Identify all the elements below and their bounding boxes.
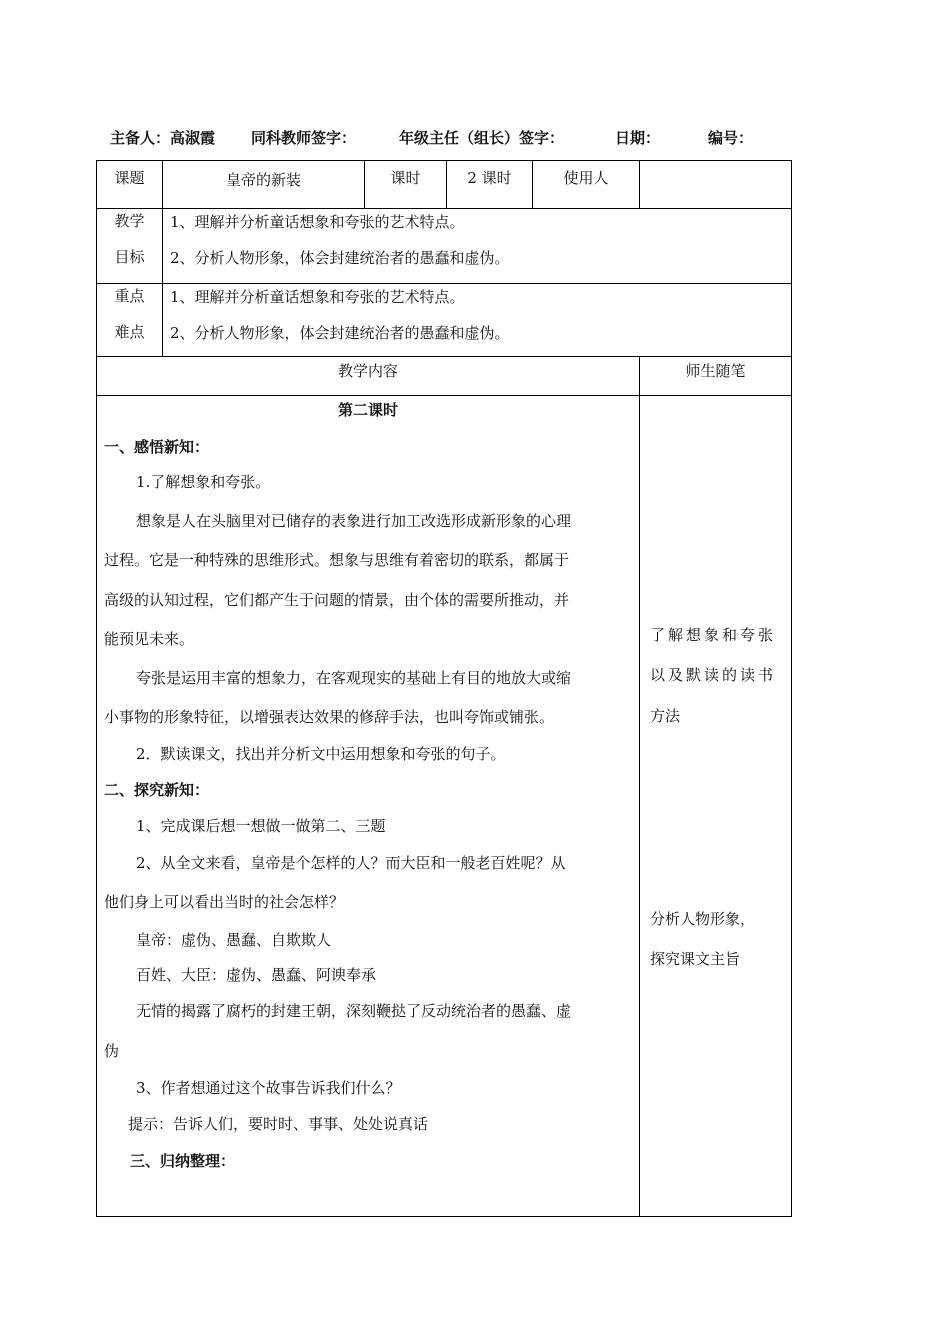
hours-label: 课时 [390,169,421,187]
table-rule [96,356,792,357]
paragraph: 提示：告诉人们，要时时、事事、处处说真话 [128,1115,429,1133]
table-rule [96,395,792,396]
section-heading: 二、探究新知： [104,781,210,799]
paragraph-line: 小事物的形象特征，以增强表达效果的修辞手法，也叫夸饰或铺张。 [104,708,555,726]
topic-label: 课题 [114,169,145,187]
keypoints-label-line1: 重点 [114,287,145,305]
notes-column-header: 师生随笔 [685,362,746,380]
table-border-left [96,160,97,1217]
table-rule [639,356,640,1217]
keypoint-item: 1、理解并分析童话想象和夸张的艺术特点。 [170,288,465,306]
objectives-label-line2: 目标 [114,248,145,266]
paragraph: 百姓、大臣：虚伪、愚蠢、阿谀奉承 [136,966,377,984]
paragraph: 1.了解想象和夸张。 [136,473,271,491]
topic-value: 皇帝的新装 [225,171,301,189]
paragraph: 皇帝：虚伪、愚蠢、自欺欺人 [136,931,332,949]
document-header [110,127,810,149]
note-line: 了解想象和夸张 [650,626,777,644]
paragraph-line: 2、从全文来看，皇帝是个怎样的人？而大臣和一般老百姓呢？从 [136,854,566,872]
paragraph: 1、完成课后想一想做一做第二、三题 [136,817,386,835]
paragraph-line: 高级的认知过程，它们都产生于问题的情景，由个体的需要所推动，并 [104,591,570,609]
section-heading: 一、感悟新知： [104,438,210,456]
paragraph-line: 过程。它是一种特殊的思维形式。想象与思维有着密切的联系，都属于 [104,551,570,569]
section-heading: 三、归纳整理： [130,1152,236,1170]
table-rule [96,283,792,284]
paragraph-line: 夸张是运用丰富的想象力，在客观现实的基础上有目的地放大或缩 [136,669,572,687]
objective-item: 2、分析人物形象，体会封建统治者的愚蠢和虚伪。 [170,249,510,267]
colleague-sign-label: 同科教师签字： [251,129,357,147]
table-rule [639,160,640,208]
paragraph-line: 伪 [104,1042,120,1060]
paragraph-line: 能预见未来。 [104,630,195,648]
table-rule [162,208,163,356]
table-border-bottom [96,1216,792,1217]
table-border-right [791,160,792,1217]
paragraph-line: 想象是人在头脑里对已储存的表象进行加工改选形成新形象的心理 [136,512,572,530]
table-rule [96,208,792,209]
note-line: 分析人物形象， [650,910,756,928]
keypoint-item: 2、分析人物形象，体会封建统治者的愚蠢和虚伪。 [170,324,510,342]
lesson-title: 第二课时 [337,401,398,419]
hours-value: 2 课时 [467,169,512,187]
paragraph: 2．默读课文，找出并分析文中运用想象和夸张的句子。 [136,745,506,763]
note-line: 以及默读的读书 [650,666,777,684]
grade-head-sign-label: 年级主任（组长）签字： [399,129,565,147]
paragraph-line: 无情的揭露了腐朽的封建王朝，深刻鞭挞了反动统治者的愚蠢、虚 [136,1002,572,1020]
preparer-label: 主备人：高淑霞 [110,129,216,147]
keypoints-label-line2: 难点 [114,323,145,341]
paragraph-line: 他们身上可以看出当时的社会怎样？ [104,893,345,911]
paragraph: 3、作者想通过这个故事告诉我们什么？ [136,1079,401,1097]
number-label: 编号： [708,129,754,147]
content-column-header: 教学内容 [337,362,398,380]
objectives-label-line1: 教学 [114,212,145,230]
note-line: 探究课文主旨 [650,950,741,968]
user-label: 使用人 [563,169,609,187]
objective-item: 1、理解并分析童话想象和夸张的艺术特点。 [170,213,465,231]
note-line: 方法 [650,707,681,725]
table-border-top [96,160,792,161]
date-label: 日期： [615,129,661,147]
